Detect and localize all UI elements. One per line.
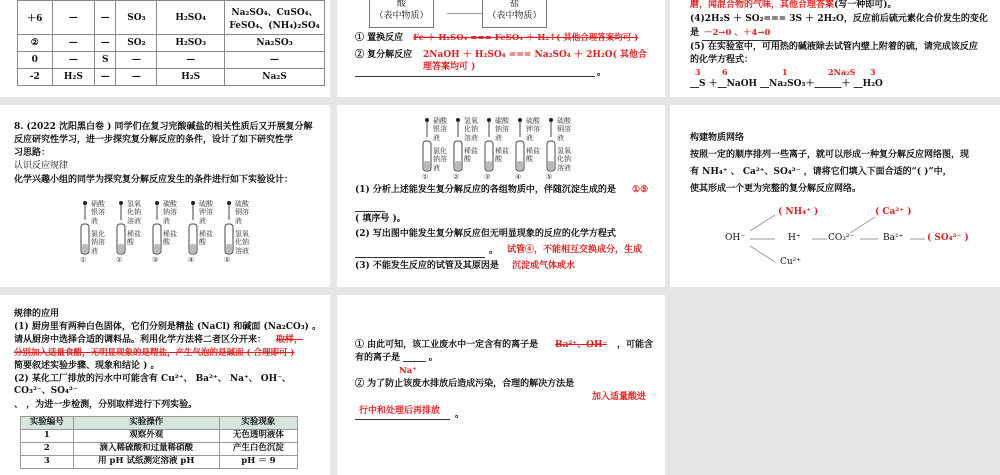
test-tube [453, 117, 484, 181]
question-1: (1) 分析上述能发生复分解反应的各组物质中，伴随沉淀生成的是 [355, 185, 616, 195]
ion-co3: CO₃²⁻ [828, 233, 855, 243]
answer-1: 取样， [276, 335, 304, 345]
empty-slot [670, 295, 1000, 475]
paragraph-3: 习思路： [14, 148, 51, 158]
paragraph-1: 8. (2022 沈阳黑白卷 ) 同学们在复习完酸碱盐的相关性质后又开展复分解 [14, 122, 313, 132]
tube-number: ① [422, 173, 429, 181]
table-cell: — [95, 69, 116, 86]
answer-2: 分别加入适量食醋，无明显现象的是精盐，产生气泡的是碱面 ( 合理即可 ) [14, 348, 295, 358]
question-2: ② 复分解反应 [355, 50, 413, 60]
table-cell: 3 [21, 456, 74, 469]
test-tube [422, 117, 453, 181]
test-tube-icon [546, 117, 556, 179]
table-cell: 滴入稀硫酸和过量稀硝酸 [73, 443, 219, 456]
question-3: (3) 不能发生反应的试管及其原因是 [355, 261, 499, 271]
answer-3b: 沉淀或气体或水 [512, 261, 576, 271]
ion-nh4-answer: ( NH₄⁺ ) [778, 207, 819, 217]
tube-number: ② [116, 256, 123, 264]
tube-top-label: 氢氧化钠溶液 [127, 200, 141, 225]
ion-h: H⁺ [788, 233, 801, 243]
test-tube-icon [188, 200, 198, 262]
table-header [21, 417, 298, 430]
coef-4: 2Na₂S [828, 67, 856, 77]
answer-line [702, 40, 782, 41]
test-tube-diagram [422, 117, 582, 181]
paragraph-3: 使其形成一个更为完整的复分解反应网络。 [690, 184, 862, 194]
table-cell: — [52, 1, 94, 35]
table-cell: S [95, 52, 116, 69]
section-heading: 认识反应规律 [14, 161, 69, 171]
table-cell: pH ＝ 9 [219, 456, 297, 469]
test-tube [80, 200, 116, 270]
test-tube [116, 200, 152, 270]
tube-top-label: 碳酸钠溶液 [163, 200, 177, 225]
table-row [18, 1, 325, 35]
column-header: 实验编号 [21, 417, 74, 430]
tube-top-label: 碳酸钠溶液 [495, 117, 509, 142]
tube-bottom-label: 氯化钠溶液 [91, 230, 105, 255]
answer-3: 试管④，不能相互交换成分，生成 [507, 245, 643, 255]
table-cell: SO₃ [116, 1, 157, 35]
table-cell: 1 [21, 430, 74, 443]
period: 。 [597, 68, 607, 78]
paragraph-5: 、 ，为进一步检测，分别取样进行下列实验。 [14, 400, 198, 410]
table-cell: 用 pH 试纸测定溶液 pH [73, 456, 219, 469]
answer-2b: 行中和处理后再排放 [359, 406, 441, 416]
coef-1: 3 [695, 67, 701, 77]
paragraph-5: 化学兴趣小组的同学为探究复分解反应发生的条件进行如下实验设计： [14, 175, 294, 185]
answer-2: 加入适量酸进 [592, 392, 647, 402]
tube-number: ⑤ [224, 256, 231, 264]
test-tube-icon [116, 200, 126, 262]
acid-box: 酸 （表中物质） [369, 0, 434, 28]
table-row [21, 456, 298, 469]
text-top: 磨，闻混合物的气味，其他合理答案(写一种即可)。 [690, 0, 897, 10]
table-cell: H₂SO₄ [157, 1, 225, 35]
ion-ba: Ba²⁺ [883, 233, 904, 243]
paragraph-2: 有 NH₄⁺ 、 Ca²⁺、SO₄²⁻ ，请将它们填入下面合适的“( )”中， [690, 167, 952, 177]
answer-2: 2NaOH ＋ H₂SO₄ === Na₂SO₄ ＋ 2H₂O( 其他合理答案均可 ) [423, 50, 648, 72]
answer-line [355, 211, 385, 212]
table-cell: 0 [18, 52, 53, 69]
coef-3: 1 [782, 67, 788, 77]
question-2: ② 为了防止该废水排放后造成污染，合理的解决方法是 [355, 379, 575, 389]
test-tube [515, 117, 546, 181]
tube-top-label: 氢氧化钠溶液 [464, 117, 478, 142]
table-cell: H₂SO₃ [157, 35, 225, 52]
valence-table [17, 0, 325, 86]
tube-bottom-label: 氯化钠溶液 [433, 147, 447, 172]
tube-bottom-label: 稀盐酸 [464, 147, 478, 164]
slide-application [0, 295, 330, 475]
ion-so4-answer: ( SO₄²⁻ ) [927, 233, 969, 243]
tube-top-label: 硝酸银溶液 [91, 200, 105, 225]
title: 规律的应用 [14, 309, 60, 319]
test-tube [224, 200, 260, 270]
paragraph-2: 反应研究性学习，进一步探究复分解反应的条件，设计了如下研究性学 [14, 135, 294, 145]
tube-bottom-label: 稀盐酸 [495, 147, 509, 164]
tube-number: ④ [515, 173, 522, 181]
title: 构建物质网络 [690, 133, 745, 143]
text-top-tail: (写一种即可)。 [834, 0, 897, 10]
coef-5: 3 [870, 67, 876, 77]
answer-1b: Na⁺ [399, 366, 417, 376]
tube-top-label: 硝酸银溶液 [433, 117, 447, 142]
tube-number: ④ [188, 256, 195, 264]
test-tube [188, 200, 224, 270]
tube-top-label: 硫酸铜溶液 [235, 200, 249, 225]
table-cell: -2 [18, 69, 53, 86]
table-cell: ＋6 [18, 1, 53, 35]
question-5b: 的化学方程式： [690, 55, 754, 65]
tube-number: ⑤ [546, 173, 553, 181]
table-cell: 观察外观 [73, 430, 219, 443]
table-cell: 无色透明液体 [219, 430, 297, 443]
tube-bottom-label: 稀盐酸 [127, 230, 141, 247]
table-cell: Na₂SO₄、CuSO₄、FeSO₄、(NH₄)₂SO₄ [225, 1, 325, 35]
ion-ca-answer: ( Ca²⁺ ) [875, 207, 912, 217]
question-1: ① 由此可知，该工业废水中一定含有的离子是 [355, 340, 539, 350]
column-header: 实验现象 [219, 417, 297, 430]
salt-box: 盐 （表中物质） [482, 0, 547, 28]
ion-cu: Cu²⁺ [780, 257, 802, 267]
tube-top-label: 硫酸铜溶液 [557, 117, 571, 142]
answer-4: －2→0 、＋4→0 [704, 28, 771, 38]
table-cell: SO₂ [116, 35, 157, 52]
question-4b: 是 [690, 28, 700, 38]
table-cell: ② [18, 35, 53, 52]
tube-top-label: 硫酸钾溶液 [526, 117, 540, 142]
table-cell: — [116, 52, 157, 69]
question-1-cont: ，可能含 [617, 340, 654, 350]
question-1: ① 置换反应 [355, 33, 404, 43]
answer-line [355, 419, 450, 420]
slide-experiment-questions [337, 105, 665, 287]
table-cell: — [116, 69, 157, 86]
table-row [18, 52, 325, 69]
table-cell: 2 [21, 443, 74, 456]
answer-1: ①⑤ [632, 185, 649, 195]
slide-wastewater [337, 295, 665, 475]
test-tube-icon [515, 117, 525, 179]
ion-oh: OH⁻ [725, 233, 745, 243]
paragraph-1: (1) 厨房里有两种白色固体，它们分别是精盐 (NaCl) 和碱面 (Na₂CO₃) 。 [14, 322, 322, 332]
experiment-table [20, 416, 298, 469]
tube-number: ② [453, 173, 460, 181]
tube-number: ③ [152, 256, 159, 264]
slide-sulfur-questions [670, 0, 1000, 97]
column-header: 实验操作 [73, 417, 219, 430]
question-1b: ( 填序号 )。 [355, 214, 406, 224]
tube-bottom-label: 稀盐酸 [199, 230, 213, 247]
table-cell: — [52, 52, 94, 69]
test-tube-icon [80, 200, 90, 262]
table-cell: — [52, 35, 94, 52]
table-row [18, 69, 325, 86]
equation: __S ＋__NaOH __Na₂SO₃＋______＋ __H₂O [690, 79, 883, 89]
test-tube-icon [152, 200, 162, 262]
table-cell: 产生白色沉淀 [219, 443, 297, 456]
test-tube [546, 117, 577, 181]
answer-1: Fe ＋ H₂SO₄ === FeSO₄ ＋ H₂↑( 其他合理答案均可 ) [413, 33, 639, 43]
tube-bottom-label: 氢氧化钠溶液 [557, 147, 571, 172]
tube-bottom-label: 稀盐酸 [163, 230, 177, 247]
table-cell: — [95, 35, 116, 52]
tube-bottom-label: 氢氧化钠溶液 [235, 230, 249, 255]
table-cell: Na₂S [225, 69, 325, 86]
answer-line [355, 76, 595, 77]
answer-line [355, 257, 485, 258]
table-row [21, 443, 298, 456]
test-tube-icon [422, 117, 432, 179]
test-tube-icon [224, 200, 234, 262]
period: 。 [489, 246, 499, 256]
slide-valence-table [0, 0, 330, 97]
slide-ion-network [670, 105, 1000, 287]
table-cell: — [157, 52, 225, 69]
question-5: (5) 在实验室中，可用热的碱液除去试管内壁上附着的硫，请完成该反应 [690, 42, 978, 52]
paragraph-1: 按照一定的顺序排列一些离子，就可以形成一种复分解反应网络图，现 [690, 150, 970, 160]
answer-1: Ba²⁺、OH⁻ [555, 340, 608, 350]
table-cell: — [225, 52, 325, 69]
network-lines [670, 105, 1000, 287]
test-tube [484, 117, 515, 181]
table-cell: H₂S [52, 69, 94, 86]
test-tube-diagram [80, 200, 260, 270]
table-cell: H₂S [157, 69, 225, 86]
slide-reaction-types [337, 0, 665, 97]
paragraph-2: 请从厨房中选择合适的调料品。利用化学方法将二者区分开来： [14, 335, 267, 345]
table-cell: Na₂SO₃ [225, 35, 325, 52]
paragraph-4: (2) 某化工厂排放的污水中可能含有 Cu²⁺、 Ba²⁺、 Na⁺、 OH⁻、CO₃²⁻、SO₄²⁻ [14, 374, 291, 396]
tube-number: ① [80, 256, 87, 264]
period: 。 [455, 410, 465, 420]
question-2: (2) 写出图中能发生复分解反应但无明显现象的反应的化学方程式 [355, 229, 616, 239]
table-row [21, 430, 298, 443]
arrow-line [447, 13, 482, 14]
question-1b: 有的离子是 _____ 。 [355, 353, 438, 363]
test-tube-icon [453, 117, 463, 179]
test-tube [152, 200, 188, 270]
question-4: (4)2H₂S ＋ SO₂=== 3S ＋ 2H₂O，反应前后硫元素化合价发生的变化 [690, 14, 988, 24]
tube-number: ③ [484, 173, 491, 181]
table-row [18, 35, 325, 52]
paragraph-3: 简要叙述实验步骤、现象和结论 ) 。 [14, 361, 160, 371]
tube-top-label: 硫酸钾溶液 [199, 200, 213, 225]
coef-2: 6 [722, 67, 728, 77]
slide-experiment-design [0, 105, 330, 287]
table-cell: — [95, 1, 116, 35]
tube-bottom-label: 稀盐酸 [526, 147, 540, 164]
test-tube-icon [484, 117, 494, 179]
